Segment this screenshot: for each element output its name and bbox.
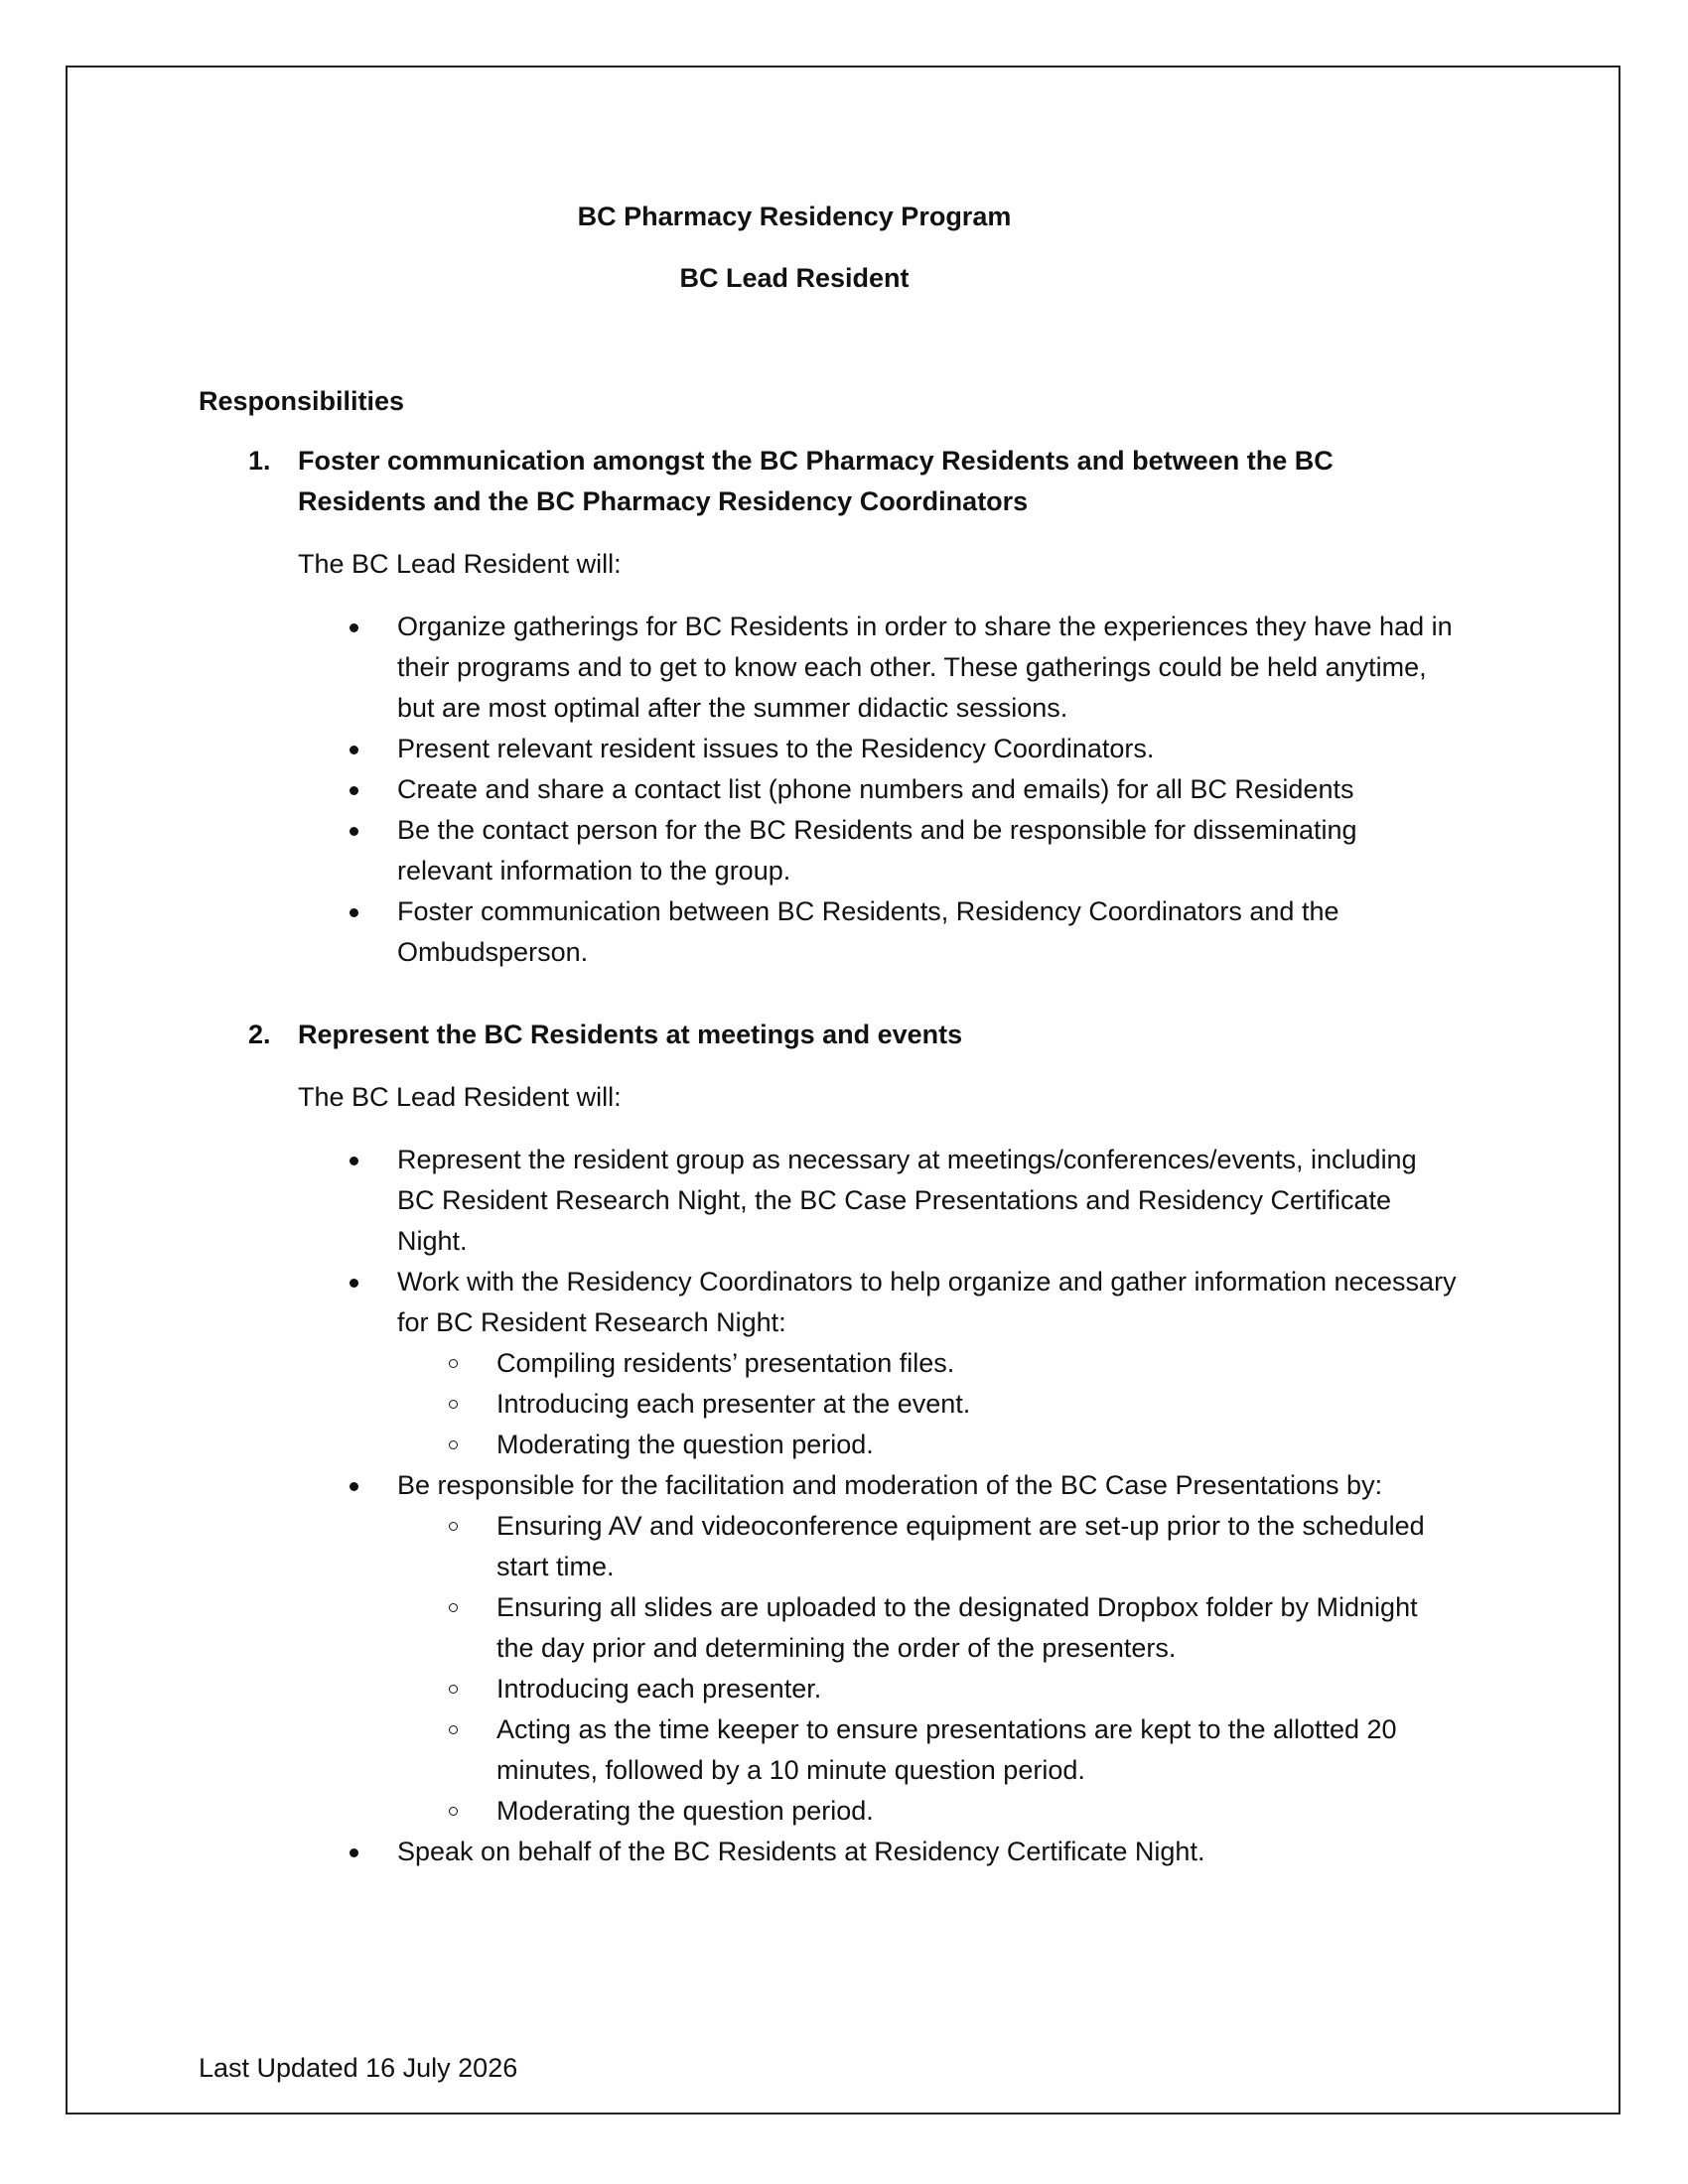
- section-title: Foster communication amongst the BC Pharmacy Residents and between the BC Residents and the BC Pharmacy Residency Coordinators: [298, 446, 1334, 516]
- sub-bullet-text: Ensuring all slides are uploaded to the designated Dropbox folder by Midnight the day prior and determining the order of the presenters.: [496, 1592, 1418, 1663]
- last-updated-footer: Last Updated 16 July 2026: [199, 2053, 518, 2083]
- bullet-text: Organize gatherings for BC Residents in order to share the experiences they have had in their programs and to get to know each other. These gatherings could be held anytime, but are most optimal after the summer didactic sessions.: [397, 612, 1453, 723]
- bullet-item: [298, 607, 1460, 729]
- bullet-text: Foster communication between BC Residents, Residency Coordinators and the Ombudsperson.: [397, 896, 1339, 967]
- bullet-item: [298, 769, 1460, 810]
- bullet-dot-icon: [350, 786, 358, 795]
- bullet-text: Be the contact person for the BC Residents and be responsible for disseminating relevant information to the group.: [397, 815, 1357, 886]
- hollow-circle-icon: [449, 1725, 458, 1734]
- responsibilities-list: [199, 441, 1489, 1872]
- bullet-dot-icon: [350, 746, 358, 754]
- section-intro: The BC Lead Resident will:: [298, 549, 622, 579]
- hollow-circle-icon: [449, 1359, 458, 1368]
- bullet-dot-icon: [350, 1157, 358, 1165]
- bullet-dot-icon: [350, 908, 358, 917]
- bullet-item: [298, 1140, 1460, 1262]
- bullet-dot-icon: [350, 1279, 358, 1288]
- document-body: [199, 195, 1489, 1872]
- bullet-item: [298, 891, 1460, 973]
- responsibility-section: [199, 1015, 1460, 1872]
- sub-bullet-text: Introducing each presenter.: [496, 1674, 822, 1704]
- sub-bullet-list: [397, 1343, 1460, 1465]
- hollow-circle-icon: [449, 1603, 458, 1612]
- hollow-circle-icon: [449, 1440, 458, 1449]
- section-number: 2.: [248, 1020, 271, 1049]
- sub-bullet-text: Ensuring AV and videoconference equipment are set-up prior to the scheduled start time.: [496, 1511, 1425, 1581]
- hollow-circle-icon: [449, 1522, 458, 1531]
- bullet-text: Be responsible for the facilitation and moderation of the BC Case Presentations by:: [397, 1470, 1383, 1500]
- section-number: 1.: [248, 446, 271, 476]
- sub-bullet-text: Introducing each presenter at the event.: [496, 1389, 971, 1419]
- sub-bullet-item: [397, 1587, 1460, 1669]
- sub-bullet-item: [397, 1669, 1460, 1709]
- bullet-dot-icon: [350, 1848, 358, 1857]
- bullet-item: [298, 729, 1460, 769]
- bullet-text: Create and share a contact list (phone numbers and emails) for all BC Residents: [397, 774, 1354, 804]
- document-subtitle: BC Lead Resident: [679, 263, 910, 293]
- bullet-dot-icon: [350, 1482, 358, 1491]
- bullet-item: [298, 1465, 1460, 1832]
- bullet-item: [298, 1262, 1460, 1465]
- bullet-text: Present relevant resident issues to the Residency Coordinators.: [397, 734, 1155, 763]
- bullet-item: [298, 1832, 1460, 1872]
- bullet-dot-icon: [350, 827, 358, 836]
- bullet-list: [298, 607, 1460, 973]
- sub-bullet-text: Acting as the time keeper to ensure presentations are kept to the allotted 20 minutes, followed by a 10 minute question period.: [496, 1714, 1397, 1785]
- sub-bullet-item: [397, 1506, 1460, 1587]
- hollow-circle-icon: [449, 1400, 458, 1409]
- section-title: Represent the BC Residents at meetings and events: [298, 1020, 963, 1049]
- hollow-circle-icon: [449, 1807, 458, 1816]
- responsibilities-heading: Responsibilities: [199, 386, 405, 416]
- bullet-text: Speak on behalf of the BC Residents at Residency Certificate Night.: [397, 1837, 1205, 1866]
- bullet-list: [298, 1140, 1460, 1872]
- bullet-text: Represent the resident group as necessary at meetings/conferences/events, including BC Resident Research Night, the BC Case Presentations and Residency Certificate Night.: [397, 1145, 1417, 1256]
- hollow-circle-icon: [449, 1685, 458, 1694]
- sub-bullet-item: [397, 1343, 1460, 1384]
- sub-bullet-text: Moderating the question period.: [496, 1796, 874, 1826]
- sub-bullet-text: Compiling residents’ presentation files.: [496, 1348, 955, 1378]
- sub-bullet-text: Moderating the question period.: [496, 1430, 874, 1459]
- responsibility-section: [199, 441, 1460, 973]
- section-intro: The BC Lead Resident will:: [298, 1082, 622, 1112]
- sub-bullet-item: [397, 1709, 1460, 1791]
- bullet-text: Work with the Residency Coordinators to help organize and gather information necessary for BC Resident Research Night:: [397, 1267, 1457, 1337]
- document-title: BC Pharmacy Residency Program: [577, 202, 1012, 231]
- sub-bullet-item: [397, 1384, 1460, 1425]
- bullet-dot-icon: [350, 623, 358, 632]
- bullet-item: [298, 810, 1460, 891]
- sub-bullet-item: [397, 1791, 1460, 1832]
- sub-bullet-item: [397, 1425, 1460, 1465]
- sub-bullet-list: [397, 1506, 1460, 1832]
